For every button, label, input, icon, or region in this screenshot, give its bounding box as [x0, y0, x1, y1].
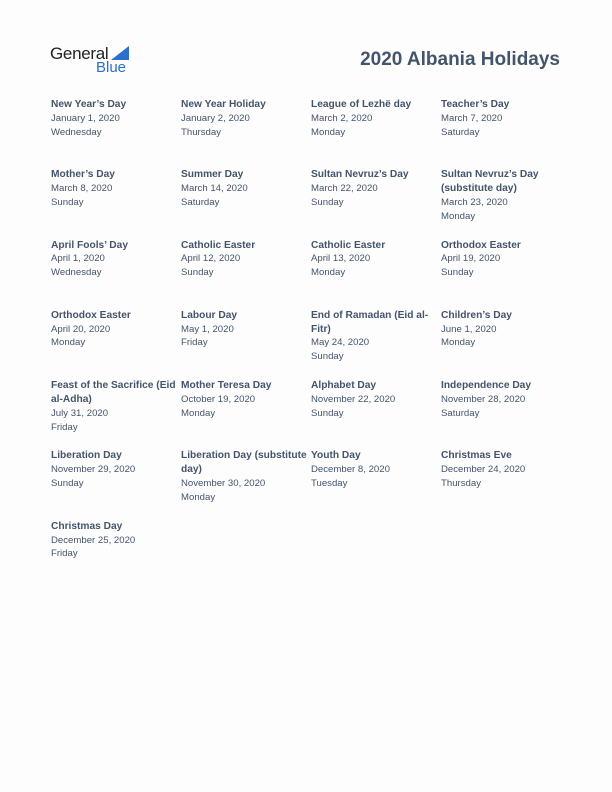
holiday-date: November 22, 2020	[311, 393, 396, 405]
holiday-entry	[51, 379, 181, 449]
holiday-name: Teacher’s Day	[441, 99, 510, 110]
holiday-date: April 12, 2020	[181, 253, 241, 265]
holiday-name: April Fools’ Day	[51, 239, 128, 251]
holiday-name: Sultan Nevruz’s Day	[311, 169, 409, 181]
holiday-entry	[441, 379, 571, 449]
holiday-name: Feast of the Sacrifice (Eid al-Adha)	[51, 380, 176, 405]
holiday-entry	[51, 309, 181, 379]
holiday-date: March 22, 2020	[311, 183, 378, 195]
holiday-name: New Year Holiday	[181, 99, 266, 110]
holiday-weekday: Monday	[181, 491, 216, 503]
page-title: 2020 Albania Holidays	[360, 49, 560, 70]
holiday-weekday: Sunday	[311, 196, 344, 208]
holiday-name: Alphabet Day	[311, 380, 377, 392]
holiday-entry	[181, 309, 311, 379]
holiday-entry	[441, 98, 571, 168]
holiday-name: Catholic Easter	[311, 239, 386, 251]
holiday-weekday: Friday	[181, 337, 208, 349]
holiday-entry	[181, 449, 311, 519]
holiday-name: End of Ramadan (Eid al-Fitr)	[311, 309, 429, 335]
holiday-entry	[51, 449, 181, 519]
holiday-entry	[181, 168, 311, 238]
holiday-weekday: Sunday	[311, 407, 344, 419]
holiday-entry	[51, 98, 181, 168]
holiday-date: May 1, 2020	[181, 323, 234, 335]
holiday-weekday: Thursday	[181, 126, 221, 138]
holiday-name: Children’s Day	[441, 309, 512, 321]
holiday-weekday: Sunday	[441, 267, 474, 279]
holiday-date: November 29, 2020	[51, 464, 136, 476]
holiday-entry	[311, 379, 441, 449]
holiday-grid	[51, 98, 571, 590]
holiday-date: July 31, 2020	[51, 407, 109, 419]
holiday-entry	[441, 449, 571, 519]
holiday-name: Orthodox Easter	[51, 309, 131, 321]
holiday-entry	[51, 239, 181, 309]
holiday-date: April 19, 2020	[441, 253, 501, 265]
holiday-entry	[181, 379, 311, 449]
holiday-entry	[441, 309, 571, 379]
holiday-weekday: Monday	[311, 126, 346, 138]
holiday-weekday: Monday	[441, 337, 476, 349]
holiday-weekday: Friday	[51, 421, 78, 433]
holiday-entry	[311, 449, 441, 519]
logo-word-general: General	[50, 44, 109, 63]
holiday-weekday: Monday	[311, 267, 346, 279]
holiday-entry	[311, 239, 441, 309]
holiday-name: Labour Day	[181, 309, 238, 321]
holiday-date: April 20, 2020	[51, 323, 111, 335]
holiday-date: November 30, 2020	[181, 478, 266, 490]
holiday-entry	[311, 168, 441, 238]
holiday-date: June 1, 2020	[441, 323, 497, 335]
holiday-entry	[181, 98, 311, 168]
holiday-weekday: Sunday	[181, 267, 214, 279]
holiday-name: Mother Teresa Day	[181, 380, 272, 392]
holiday-name: Independence Day	[441, 380, 532, 392]
holiday-date: March 7, 2020	[441, 112, 503, 124]
holiday-date: October 19, 2020	[181, 393, 256, 405]
holiday-weekday: Sunday	[51, 478, 84, 490]
holiday-weekday: Monday	[441, 210, 476, 222]
holiday-date: March 14, 2020	[181, 183, 248, 195]
holiday-weekday: Saturday	[441, 126, 480, 138]
holiday-name: Catholic Easter	[181, 239, 256, 251]
holiday-entry	[51, 168, 181, 238]
holiday-weekday: Friday	[51, 548, 78, 560]
holiday-date: March 2, 2020	[311, 112, 373, 124]
holiday-weekday: Saturday	[181, 196, 220, 208]
holiday-name: Christmas Eve	[441, 450, 512, 462]
holiday-date: March 8, 2020	[51, 183, 113, 195]
holiday-name: Youth Day	[311, 450, 361, 462]
holiday-date: April 1, 2020	[51, 253, 105, 265]
holiday-date: May 24, 2020	[311, 337, 370, 349]
logo-triangle-icon	[111, 46, 129, 60]
holiday-weekday: Monday	[51, 337, 86, 349]
holiday-name: New Year’s Day	[51, 99, 127, 110]
holiday-weekday: Thursday	[441, 478, 481, 490]
holiday-weekday: Saturday	[441, 407, 480, 419]
holiday-entry	[311, 98, 441, 168]
holiday-weekday: Sunday	[51, 196, 84, 208]
holiday-name: Summer Day	[181, 169, 244, 181]
holiday-entry	[51, 520, 181, 590]
holiday-entry	[441, 168, 571, 238]
holiday-entry	[311, 309, 441, 379]
holiday-entry	[441, 239, 571, 309]
holiday-date: March 23, 2020	[441, 196, 508, 208]
holiday-date: November 28, 2020	[441, 393, 526, 405]
holiday-weekday: Wednesday	[51, 126, 102, 138]
holiday-name: Liberation Day (substitute day)	[181, 450, 307, 476]
holiday-date: January 1, 2020	[51, 112, 120, 124]
holiday-name: Christmas Day	[51, 520, 123, 532]
holiday-date: January 2, 2020	[181, 112, 250, 124]
holiday-date: December 8, 2020	[311, 464, 390, 476]
holiday-name: Sultan Nevruz’s Day (substitute day)	[441, 169, 539, 195]
brand-logo	[50, 44, 140, 78]
holiday-name: Liberation Day	[51, 450, 122, 462]
holiday-name: League of Lezhë day	[311, 99, 412, 110]
holiday-weekday: Monday	[181, 407, 216, 419]
holiday-date: April 13, 2020	[311, 253, 371, 265]
holiday-entry	[181, 239, 311, 309]
holiday-name: Mother’s Day	[51, 169, 115, 181]
holiday-name: Orthodox Easter	[441, 239, 521, 251]
holiday-weekday: Wednesday	[51, 267, 102, 279]
holiday-date: December 25, 2020	[51, 534, 136, 546]
logo-word-blue: Blue	[96, 59, 127, 76]
holiday-weekday: Sunday	[311, 351, 344, 363]
holiday-date: December 24, 2020	[441, 464, 526, 476]
holiday-weekday: Tuesday	[311, 478, 348, 490]
